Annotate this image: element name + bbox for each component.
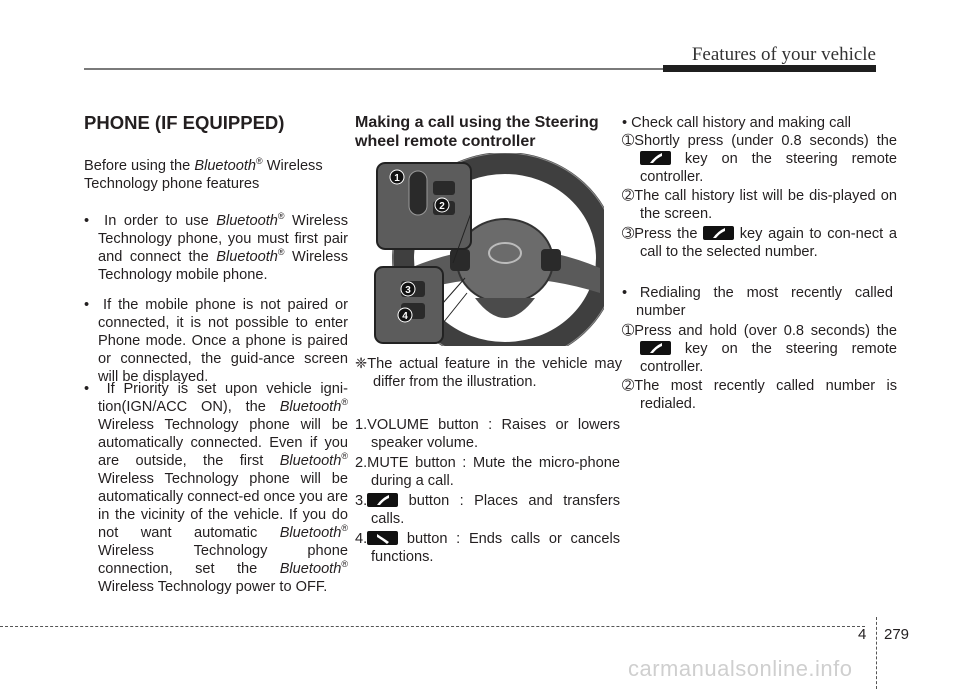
bullet-text: Wireless Technology phone will be automatically connected. Even if you are outside, the first xyxy=(98,417,348,469)
item-number: 3. xyxy=(355,493,368,509)
step-press-hold xyxy=(622,322,897,376)
svg-text:3: 3 xyxy=(405,285,411,296)
bluetooth-brand: Bluetooth xyxy=(216,213,278,229)
step-mark: ➀ xyxy=(622,133,635,149)
registered-mark: ® xyxy=(341,559,348,570)
step-text: key again to con-nect a call to the selected number. xyxy=(640,226,897,260)
item-number: 1. xyxy=(355,417,368,433)
note-mark: ❈ xyxy=(355,356,368,372)
note-text: The actual feature in the vehicle may differ from the illustration. xyxy=(367,356,622,390)
subsection-heading: Making a call using the Steering wheel remote controller xyxy=(355,114,599,150)
step-text: The call history list will be dis-played on the screen. xyxy=(634,188,897,222)
call-key-icon xyxy=(640,151,671,165)
bullet-priority: • If Priority is set upon vehicle igni-tion(IGN/ACC ON), the Bluetooth® Wireless Technology phone will be automatically connected. Even if you are outside, the first Bluetooth® Wireless Technology phone will be automatically connect-ed once you are in the vicinity of the vehicle. If you do not want automatic Bluetooth® Wireless Technology phone connection, set the Bluetooth® Wireless Technology power to OFF. xyxy=(84,381,349,595)
bullet-text: If Priority is set upon vehicle igni-tion(IGN/ACC ON), the xyxy=(98,381,349,415)
item-number: 2. xyxy=(355,455,368,471)
intro-text: Wireless Technology phone features xyxy=(84,158,323,192)
intro-paragraph xyxy=(84,157,334,193)
step-text: Press the xyxy=(634,226,704,242)
callout-2 xyxy=(435,198,449,212)
bullet-text: Wireless Technology phone will be automatically connect-ed once you are in the vicinity of the vehicle. If you do not want automatic xyxy=(98,471,348,541)
step-text: The most recently called number is redialed. xyxy=(634,378,897,412)
item-volume xyxy=(355,416,620,452)
end-call-key-icon xyxy=(367,531,398,545)
svg-text:1: 1 xyxy=(394,173,400,184)
step-redialed xyxy=(622,377,897,413)
call-key-icon xyxy=(367,493,398,507)
call-key-icon xyxy=(703,226,734,240)
callout-4 xyxy=(398,308,412,322)
svg-text:2: 2 xyxy=(439,201,445,212)
steering-wheel-illustration xyxy=(355,153,604,346)
svg-text:4: 4 xyxy=(402,311,408,322)
item-text: button : Places and transfers calls. xyxy=(371,493,620,527)
registered-mark: ® xyxy=(341,523,348,534)
footer-divider xyxy=(876,617,877,689)
item-number: 4. xyxy=(355,531,368,547)
item-mute xyxy=(355,454,620,490)
step-mark: ➁ xyxy=(622,188,635,204)
header-rule xyxy=(84,68,663,70)
item-end-button xyxy=(355,530,620,566)
chapter-number: 4 xyxy=(858,626,867,643)
running-header: Features of your vehicle xyxy=(691,44,876,65)
bullet-text: Wireless Technology power to OFF. xyxy=(98,579,328,595)
registered-mark: ® xyxy=(341,397,348,408)
item-text: button : Ends calls or cancels functions. xyxy=(371,531,620,565)
step-text: Shortly press (under 0.8 seconds) the xyxy=(634,133,897,149)
bullet-not-paired: • If the mobile phone is not paired or connected, it is not possible to enter Phone mode. Once a phone is paired or connected, the guid-ance screen will be displayed. xyxy=(84,297,348,385)
bullet-text: Wireless Technology phone, you must first pair and connect the xyxy=(98,213,349,265)
bullet-call-history: • Check call history and making call xyxy=(622,115,851,131)
page-number: 279 xyxy=(884,626,910,643)
step-text: key on the steering remote controller. xyxy=(640,341,897,375)
bullet-text: Check call history and making call xyxy=(631,115,851,131)
step-mark: ➂ xyxy=(622,226,635,242)
section-heading: PHONE (IF EQUIPPED) xyxy=(84,112,285,133)
callout-3 xyxy=(401,282,415,296)
call-key-icon xyxy=(640,341,671,355)
bullet-text: In order to use xyxy=(104,213,217,229)
illustration-note xyxy=(355,355,622,391)
registered-mark: ® xyxy=(256,156,263,167)
step-press-again xyxy=(622,225,897,261)
step-mark: ➀ xyxy=(622,323,635,339)
bullet-text: Wireless Technology mobile phone. xyxy=(98,249,349,283)
bullet-text: If the mobile phone is not paired or connected, it is not possible to enter Phone mode. Once a phone is paired or connected, the guid-ance screen will be displayed. xyxy=(98,297,348,385)
callout-1 xyxy=(390,170,404,184)
registered-mark: ® xyxy=(277,211,285,222)
bullet-pair-phone: • In order to use Bluetooth® Wireless Technology phone, you must first pair and connect the Bluetooth® Wireless Technology mobile phone. xyxy=(84,211,349,283)
bluetooth-brand: Bluetooth xyxy=(279,399,342,415)
header-bar xyxy=(663,65,876,72)
footer-rule xyxy=(0,626,865,627)
item-call-button xyxy=(355,492,620,528)
step-history-list xyxy=(622,187,897,223)
bullet-text: Redialing the most recently called number xyxy=(636,285,893,319)
steering-wheel-figure xyxy=(355,153,604,346)
bluetooth-brand: Bluetooth xyxy=(279,525,342,541)
intro-text: Before using the xyxy=(84,158,195,174)
bluetooth-brand: Bluetooth xyxy=(279,453,342,469)
bullet-redial: • Redialing the most recently called number xyxy=(622,285,893,319)
bullet-text: Wireless Technology phone connection, set the xyxy=(98,543,348,577)
step-short-press xyxy=(622,132,897,186)
bluetooth-brand: Bluetooth xyxy=(216,249,278,265)
step-text: Press and hold (over 0.8 seconds) the xyxy=(634,323,897,339)
watermark: carmanualsonline.info xyxy=(628,656,853,681)
bluetooth-brand: Bluetooth xyxy=(279,561,342,577)
item-text: VOLUME button : Raises or lowers speaker volume. xyxy=(367,417,620,451)
registered-mark: ® xyxy=(277,247,285,258)
step-mark: ➁ xyxy=(622,378,635,394)
bluetooth-brand: Bluetooth xyxy=(194,158,257,174)
registered-mark: ® xyxy=(341,451,348,462)
item-text: MUTE button : Mute the micro-phone during a call. xyxy=(367,455,620,489)
step-text: key on the steering remote controller. xyxy=(640,151,897,185)
